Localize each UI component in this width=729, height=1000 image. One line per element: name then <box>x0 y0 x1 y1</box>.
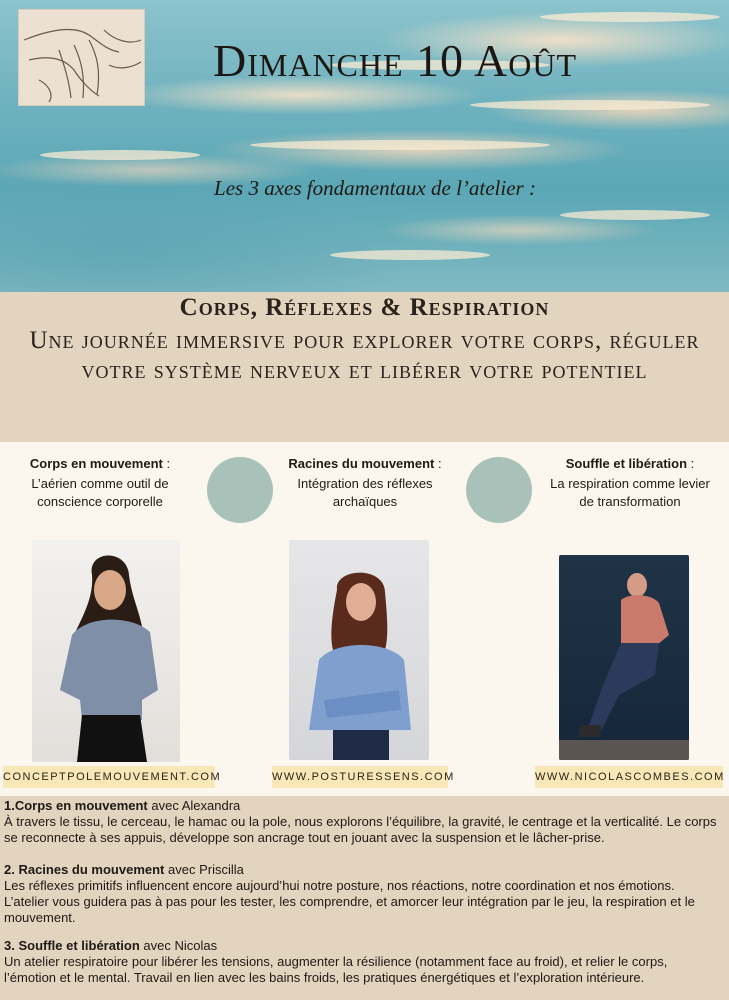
website-link-nicolascombes[interactable]: WWW.NICOLASCOMBES.COM <box>535 766 723 788</box>
detail-title: 1.Corps en mouvement <box>4 798 148 813</box>
column-description: La respiration comme levier de transformation <box>550 476 710 509</box>
website-link-conceptpole[interactable]: CONCEPTPOLEMOUVEMENT.COM <box>3 766 215 788</box>
website-link-posturessens[interactable]: WWW.POSTURESSENS.COM <box>272 766 448 788</box>
photo-nicolas <box>559 555 689 760</box>
photo-priscilla <box>289 540 429 760</box>
detail-body: Un atelier respiratoire pour libérer les tensions, augmenter la résilience (notamment face au froid), et relier le corps, l’émotion et le mental. Travail en lien avec les bains froids, les pratiques énergétiques et l’exploration intérieure. <box>4 954 668 985</box>
hands-logo <box>18 9 145 106</box>
column-heading-souffle: Souffle et libération : La respiration comme levier de transformation <box>535 455 725 511</box>
decorative-circle <box>207 457 273 523</box>
column-title: Corps en mouvement <box>29 456 163 471</box>
detail-souffle: 3. Souffle et libération avec Nicolas Un atelier respiratoire pour libérer les tensions, augmenter la résilience (notamment face au froid), et relier le corps, l’émotion et le mental. Travail en lien avec les bains froids, les pratiques énergétiques et l’exploration intérieure. <box>4 938 722 986</box>
column-description: L’aérien comme outil de conscience corporelle <box>31 476 169 509</box>
workshop-title: Corps, Réflexes & Respiration <box>179 294 550 321</box>
hero-banner <box>0 0 729 292</box>
detail-body: Les réflexes primitifs influencent encore aujourd’hui notre posture, nos réactions, notre coordination et nos émotions. L’atelier vous guidera pas à pas pour les tester, les comprendre, et amorcer leur intégration par le jeu, la respiration et le mouvement. <box>4 878 695 925</box>
title-band <box>0 292 729 442</box>
column-description: Intégration des réflexes archaïques <box>297 476 433 509</box>
photo-alexandra <box>32 540 180 762</box>
detail-racines: 2. Racines du mouvement avec Priscilla Les réflexes primitifs influencent encore aujourd’hui notre posture, nos réactions, notre coordination et nos émotions. L’atelier vous guidera pas à pas pour les tester, les comprendre, et amorcer leur intégration par le jeu, la respiration et le mouvement. <box>4 862 722 926</box>
column-heading-corps: Corps en mouvement : L’aérien comme outil de conscience corporelle <box>0 455 200 511</box>
decorative-circle <box>466 457 532 523</box>
workshop-details <box>0 796 729 1000</box>
workshop-description: Une journée immersive pour explorer votre corps, réguler votre système nerveux et libérer votre potentiel <box>29 327 700 384</box>
column-title: Racines du mouvement <box>288 456 435 471</box>
detail-title: 2. Racines du mouvement <box>4 862 165 877</box>
column-heading-racines: Racines du mouvement : Intégration des réflexes archaïques <box>270 455 460 511</box>
column-title: Souffle et libération <box>565 456 688 471</box>
detail-title: 3. Souffle et libération <box>4 938 140 953</box>
detail-body: À travers le tissu, le cerceau, le hamac ou la pole, nous explorons l’équilibre, la gravité, le centrage et la verticalité. Le corps se reconnecte à ses appuis, développe son ancrage tout en jouant avec la suspension et le lâcher-prise. <box>4 814 717 845</box>
event-date-title: Dimanche 10 Août <box>213 35 577 86</box>
detail-corps: 1.Corps en mouvement avec Alexandra À travers le tissu, le cerceau, le hamac ou la pole, nous explorons l’équilibre, la gravité, le centrage et la verticalité. Le corps se reconnecte à ses appuis, développe son ancrage tout en jouant avec la suspension et le lâcher-prise. <box>4 798 722 846</box>
hero-subtitle: Les 3 axes fondamentaux de l’atelier : <box>214 176 536 200</box>
